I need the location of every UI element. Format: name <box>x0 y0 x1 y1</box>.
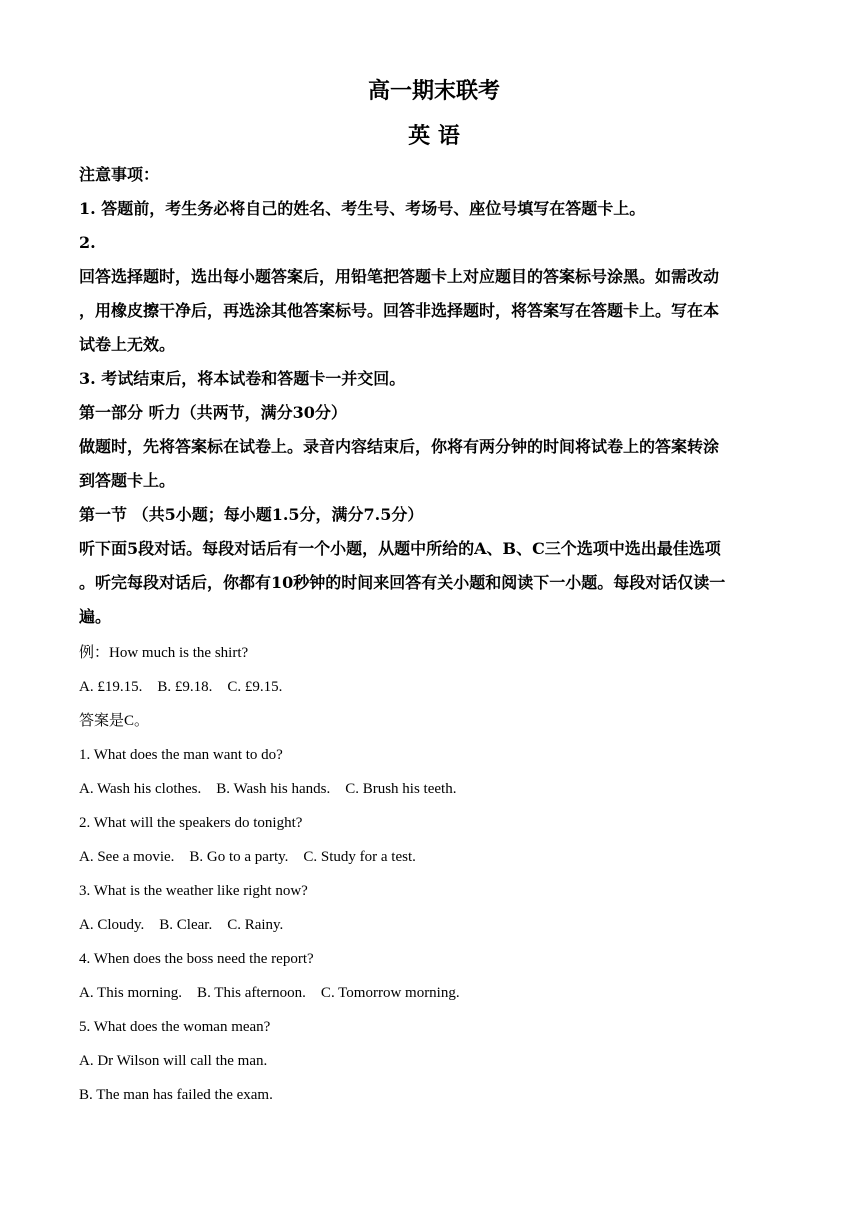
question-2: 2. What will the speakers do tonight? <box>79 815 303 831</box>
example-question: 例：How much is the shirt? <box>79 645 249 661</box>
notice-item-2-line-2: ，用橡皮擦干净后，再选涂其他答案标号。回答非选择题时，将答案写在答题卡上。写在本 <box>79 301 720 320</box>
notice-item-1: 1. 答题前，考生务必将自己的姓名、考生号、考场号、座位号填写在答题卡上。 <box>79 199 646 218</box>
section1-instructions-line-1: 听下面5段对话。每段对话后有一个小题，从题中所给的A、B、C三个选项中选出最佳选项 <box>79 539 721 558</box>
notice-item-2-line-1: 回答选择题时，选出每小题答案后，用铅笔把答题卡上对应题目的答案标号涂黑。如需改动 <box>79 267 720 286</box>
section1-instructions-line-2: 。听完每段对话后，你都有10秒钟的时间来回答有关小题和阅读下一小题。每段对话仅读一 <box>79 573 726 592</box>
question-1: 1. What does the man want to do? <box>79 747 283 763</box>
subject-title: 英 语 <box>408 123 460 149</box>
question-2-options: A. See a movie. B. Go to a party. C. Study for a test. <box>79 849 416 865</box>
part1-instructions-line-2: 到答题卡上。 <box>79 471 176 490</box>
question-5-option-b: B. The man has failed the exam. <box>79 1087 273 1103</box>
question-5: 5. What does the woman mean? <box>79 1019 271 1035</box>
example-answer: 答案是C。 <box>79 713 150 729</box>
question-1-options: A. Wash his clothes. B. Wash his hands. C. Brush his teeth. <box>79 781 457 797</box>
question-5-option-a: A. Dr Wilson will call the man. <box>79 1053 268 1069</box>
question-4: 4. When does the boss need the report? <box>79 951 314 967</box>
section1-heading: 第一节 （共5小题；每小题1.5分，满分7.5分） <box>79 505 424 524</box>
notice-item-3: 3. 考试结束后，将本试卷和答题卡一并交回。 <box>79 369 406 388</box>
notice-item-2-number: 2. <box>79 233 96 252</box>
part1-instructions-line-1: 做题时，先将答案标在试卷上。录音内容结束后，你将有两分钟的时间将试卷上的答案转涂 <box>79 437 720 456</box>
notice-heading: 注意事项： <box>79 165 160 184</box>
section1-instructions-line-3: 遍。 <box>79 607 112 626</box>
question-4-options: A. This morning. B. This afternoon. C. Tomorrow morning. <box>79 985 460 1001</box>
notice-item-2-line-3: 试卷上无效。 <box>79 335 176 354</box>
exam-title: 高一期末联考 <box>367 78 500 104</box>
question-3: 3. What is the weather like right now? <box>79 883 308 899</box>
example-options: A. £19.15. B. £9.18. C. £9.15. <box>79 679 283 695</box>
part1-heading: 第一部分 听力（共两节，满分30分） <box>79 403 347 422</box>
question-3-options: A. Cloudy. B. Clear. C. Rainy. <box>79 917 284 933</box>
